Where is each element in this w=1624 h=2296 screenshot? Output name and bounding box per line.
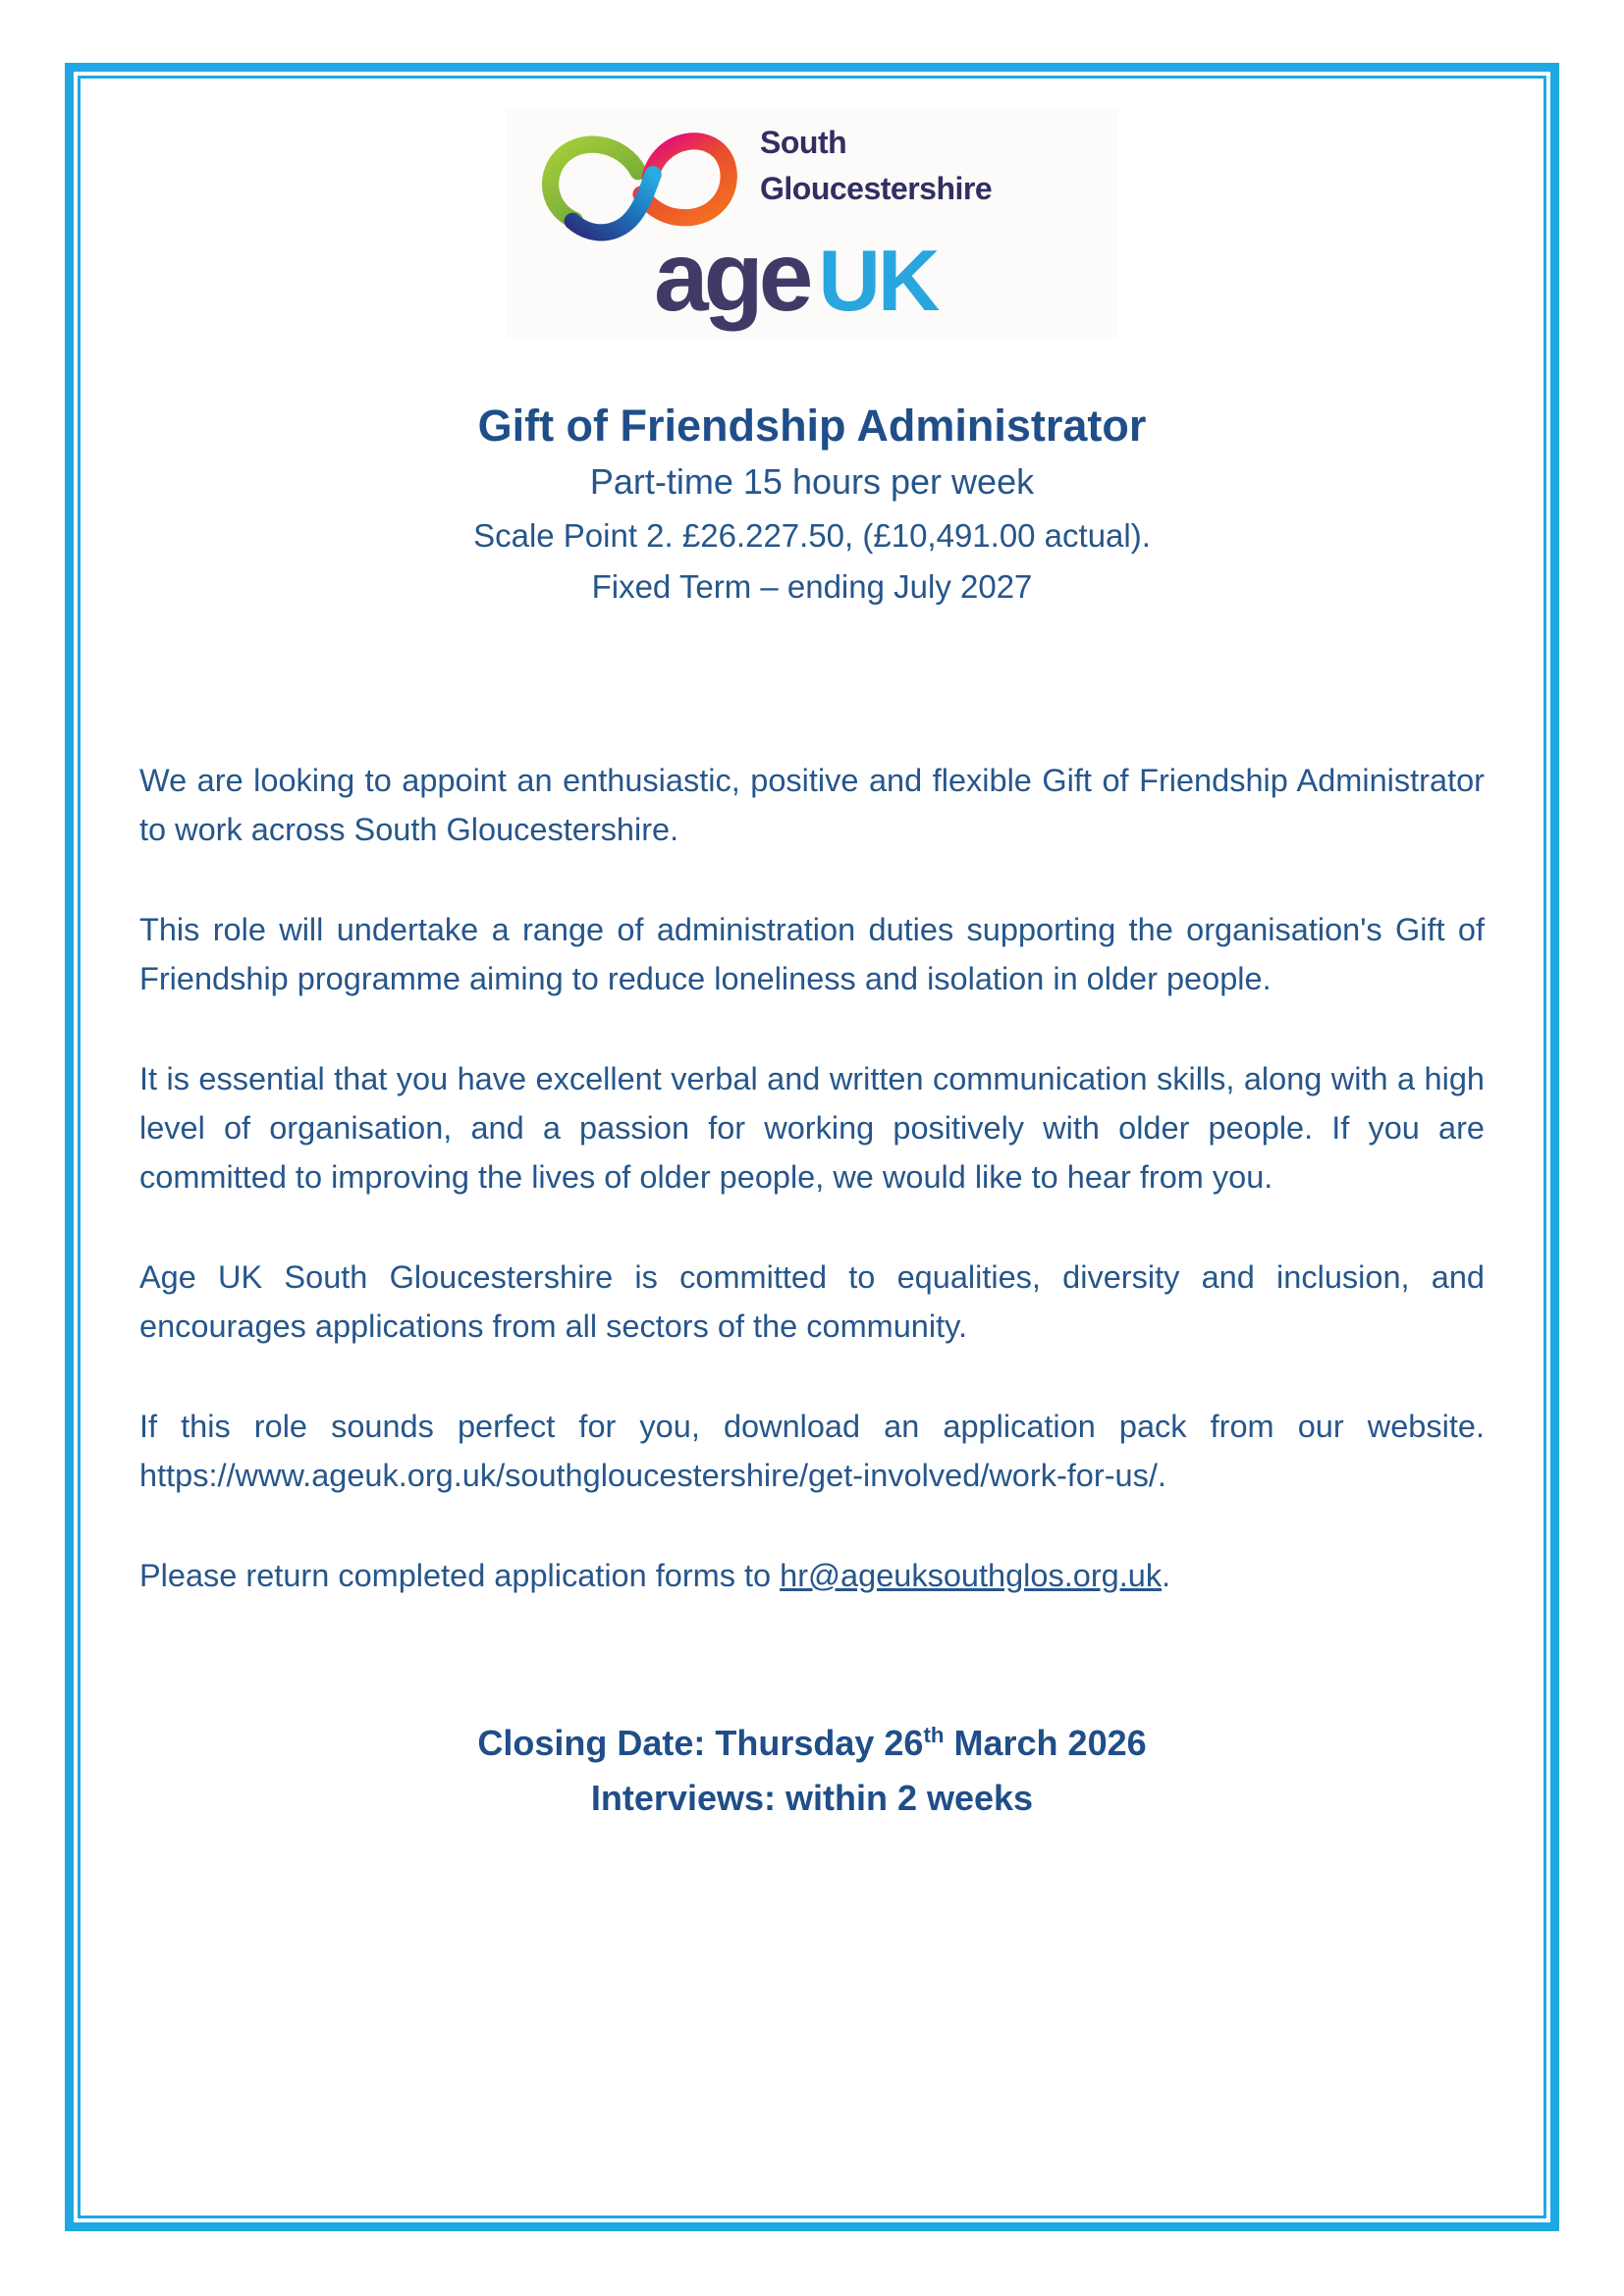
apply-text: If this role sounds perfect for you, download an application pack from our website. [139,1409,1485,1444]
logo-region-text [760,120,992,212]
website-url-link[interactable]: https://www.ageuk.org.uk/southgloucestershire/get-involved/work-for-us/ [139,1458,1158,1493]
closing-date-line [0,1708,1624,1771]
apply-text-end: . [1157,1458,1166,1493]
job-hours: Part-time 15 hours per week [589,461,1035,502]
interviews-line: Interviews: within 2 weeks [590,1778,1034,1818]
logo-region-line1: South [760,125,847,160]
paragraph-apply [139,1402,1485,1500]
return-text: Please return completed application forms to [139,1558,781,1593]
logo-wordmark [654,221,937,334]
closing-date-rest: March 2026 [944,1723,1147,1763]
ageuk-logo [507,110,1117,338]
job-description [139,756,1485,1600]
logo-age-text: age [654,222,809,332]
closing-date-text: Closing Date: Thursday 26 [477,1723,924,1763]
paragraph-role: This role will undertake a range of administration duties supporting the organisation's Gift of Friendship programme aiming to reduce loneliness and isolation in older people. [139,912,1485,996]
logo-region-line2: Gloucestershire [760,171,993,206]
paragraph-return [139,1551,1485,1600]
return-text-end: . [1162,1558,1171,1593]
closing-info [0,1708,1624,1826]
paragraph-skills: It is essential that you have excellent verbal and written communication skills, along with a high level of organisation, and a passion for working positively with older people. If you are committed to improving the lives of older people, we would like to hear from you. [139,1061,1485,1195]
paragraph-intro: We are looking to appoint an enthusiastic, positive and flexible Gift of Friendship Administrator to work across South Gloucestershire. [139,763,1485,847]
closing-date-ordinal: th [923,1723,945,1747]
job-salary: Scale Point 2. £26.227.50, (£10,491.00 actual). [473,517,1151,554]
email-link[interactable]: hr@ageuksouthglos.org.uk [780,1558,1163,1593]
job-title: Gift of Friendship Administrator [477,400,1147,451]
logo-uk-text: UK [818,232,938,329]
job-term: Fixed Term – ending July 2027 [591,568,1033,605]
paragraph-equality: Age UK South Gloucestershire is committed to equalities, diversity and inclusion, and encourages applications from all sectors of the community. [139,1259,1485,1344]
